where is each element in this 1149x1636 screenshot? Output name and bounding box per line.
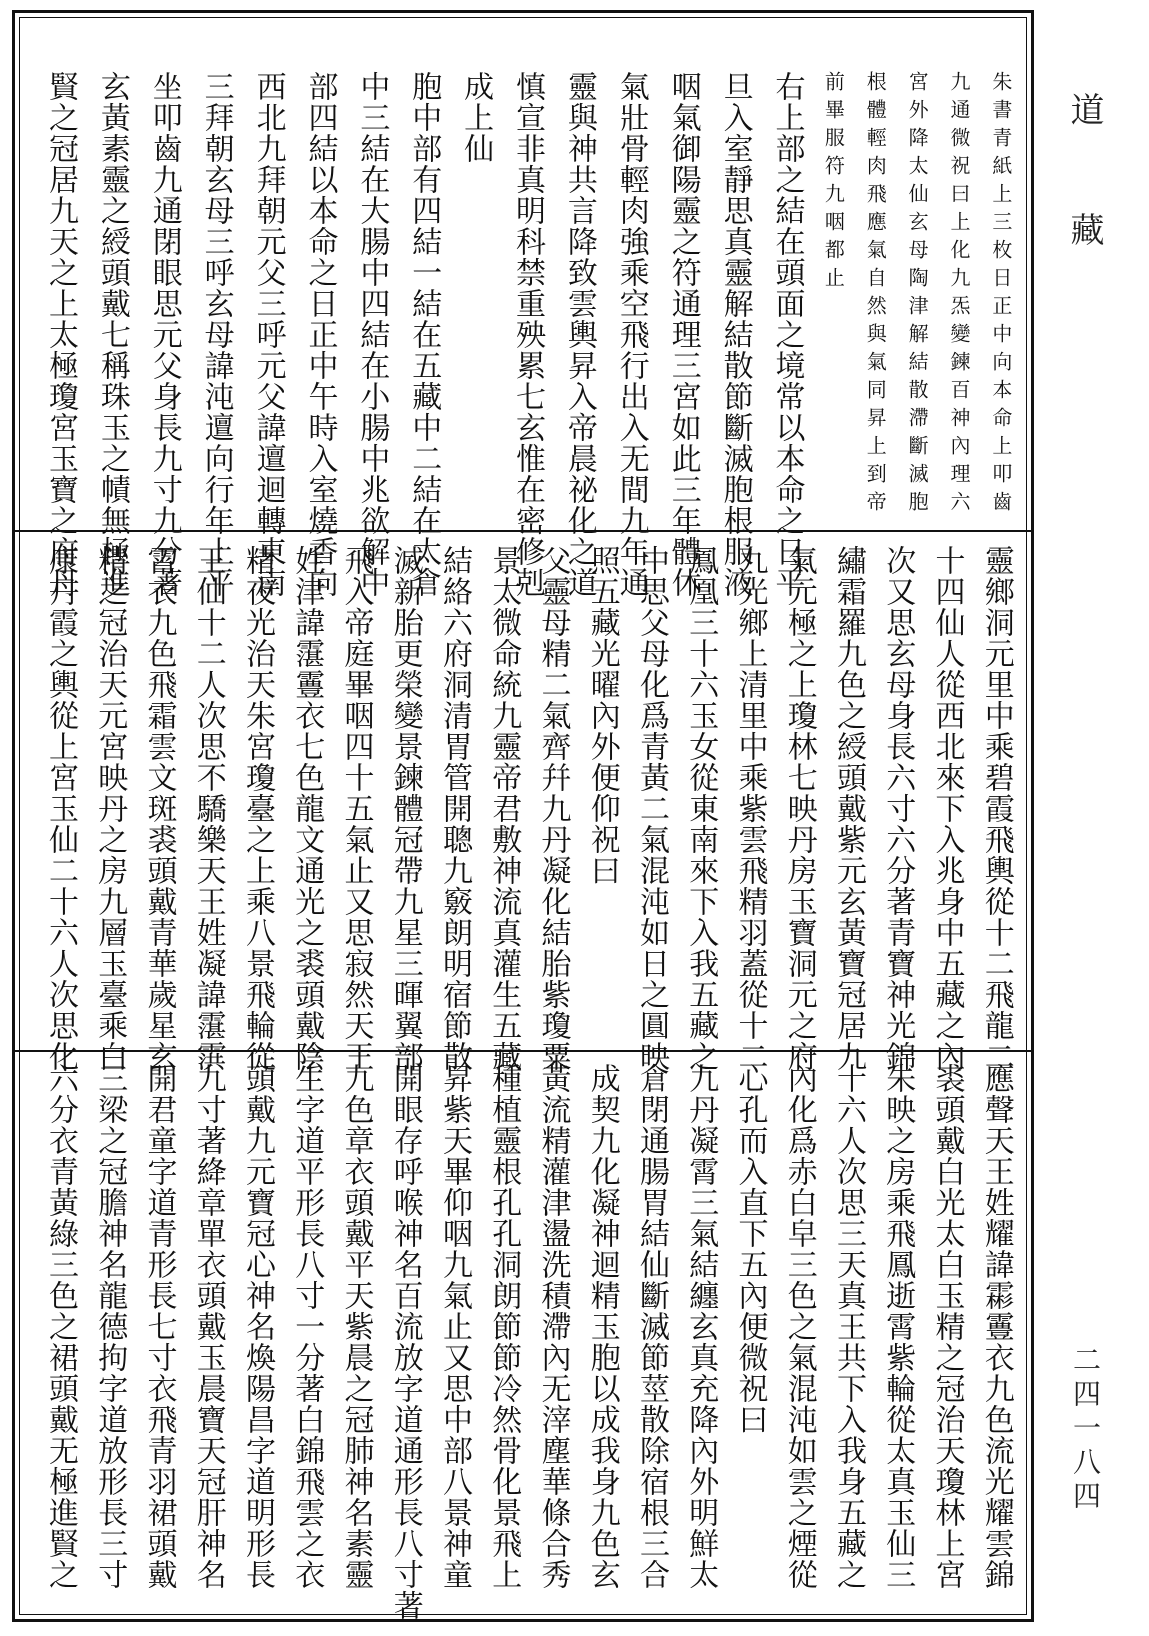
text-column: 旦入室靜思真靈解結散節斷滅胞根服液 xyxy=(717,71,753,598)
text-column: 結絡六府洞清胃管開聰九竅朗明宿節散 xyxy=(437,545,472,1072)
text-section-bottom xyxy=(43,1063,1014,1621)
text-column: 十六人次思三天真王共下入我身五藏之 xyxy=(831,1063,866,1590)
text-column: 頭戴九元寶冠心神名煥陽昌字道明形長 xyxy=(240,1063,275,1590)
text-column: 姓津諱霮霻衣七色龍文通光之裘頭戴陰 xyxy=(289,545,325,1072)
text-column: 咽氣御陽靈之符通理三宮如此三年體休 xyxy=(665,71,701,598)
text-column: 九丹凝霄三氣結纏玄真充降內外明鮮太 xyxy=(683,1063,719,1590)
text-column: 西北九拜朝元父三呼元父諱邅迴轉東南 xyxy=(250,71,286,598)
text-column: 靈與神共言降致雲輿昇入帝晨祕化之道 xyxy=(561,71,597,598)
text-column: 氣壯骨輕肉強乘空飛行出入无間九年通 xyxy=(613,71,649,598)
text-column: 種植靈根孔孔洞朗節節冷然骨化景飛上 xyxy=(486,1063,522,1590)
text-column: 開君童字道青形長七寸衣飛青羽裙頭戴 xyxy=(141,1063,177,1590)
text-column: 康丹霞之輿從上宮玉仙二十六人次思化 xyxy=(43,545,78,1072)
page-frame xyxy=(12,10,1034,1622)
text-column: 父靈母精二氣齊幷九丹凝化結胎紫瓊粟 xyxy=(535,545,571,1072)
text-column: 次又思玄母身長六寸六分著青寶神光錦 xyxy=(880,545,916,1072)
text-column: 三拜朝玄母三呼玄母諱沌邅向行年上平 xyxy=(198,71,234,598)
text-column: 九色章衣頭戴平天紫晨之冠肺神名素靈 xyxy=(338,1063,374,1590)
text-column: 胞中部有四結一結在五藏中二結在太倉 xyxy=(406,71,442,598)
text-column: 景太微命統九靈帝君敷神流真灌生五藏 xyxy=(486,545,522,1072)
text-column: 精之冠治天元宮映丹之房九層玉臺乘白 xyxy=(92,545,128,1072)
annotation-column: 根體輕肉飛應氣自然與氣同昇上到帝 xyxy=(863,71,888,519)
text-column: 靈鄉洞元里中乘碧霞飛輿從十二飛龍二 xyxy=(978,545,1014,1072)
text-column: 玄黃素靈之綬頭戴七稱珠玉之幘無極進 xyxy=(94,71,130,598)
text-column: 成契九化凝神迴精玉胞以成我身九色玄 xyxy=(584,1063,620,1590)
text-column: 內化爲赤白皁三色之氣混沌如雲之煙從 xyxy=(781,1063,817,1590)
text-column: 鳳凰三十六玉女從東南來下入我五藏之 xyxy=(683,545,719,1072)
text-column: 心孔而入直下五內便微祝曰 xyxy=(732,1063,768,1435)
text-section-top xyxy=(43,71,1013,598)
text-section-middle xyxy=(43,545,1014,1072)
text-column: 倉閉通腸胃結仙斷滅節莖散除宿根三合 xyxy=(634,1063,669,1590)
annotation-column: 宮外降太仙玄母陶津解結散滯斷滅胞 xyxy=(905,71,930,519)
text-column: 慎宣非真明科禁重殃累七玄惟在密修剋 xyxy=(510,71,546,598)
text-column: 坐叩齒九通閉眼思元父身長九寸九分著 xyxy=(146,71,182,598)
text-column: 九光鄉上清里中乘紫雲飛精羽蓋從十二 xyxy=(732,545,768,1072)
text-column: 飛入帝庭畢咽四十五氣止又思寂然天王 xyxy=(338,545,374,1072)
text-column: 九寸著絳章單衣頭戴玉晨寶天冠肝神名 xyxy=(190,1063,226,1590)
text-column: 朱映之房乘飛鳳逝霄紫輪從太真玉仙三 xyxy=(880,1063,916,1590)
text-column: 開眼存呼喉神名百流放字道通形長八寸著 xyxy=(387,1063,423,1621)
text-column: 應聲天王姓耀諱霦霻衣九色流光耀雲錦 xyxy=(978,1063,1014,1590)
text-column: 霄衣九色飛霜雲文斑裘頭戴青華歲星玄 xyxy=(141,545,177,1072)
text-column: 昇紫天畢仰咽九氣止又思中部八景神童 xyxy=(437,1063,472,1590)
margin-title-char: 道 xyxy=(1064,92,1104,126)
text-column: 中思父母化爲青黃二氣混沌如日之圓映 xyxy=(634,545,669,1072)
text-column: 氣元極之上瓊林七映丹房玉寶洞元之府 xyxy=(781,545,817,1072)
page-number: 二四一八四 xyxy=(1069,1345,1102,1515)
text-column: 滅新胎更榮變景鍊體冠帶九星三暉翼部 xyxy=(387,545,423,1072)
text-column: 繡霜羅九色之綬頭戴紫元玄黃寶冠居九 xyxy=(831,545,866,1072)
text-column: 王仙十二人次思不驕樂天王姓凝諱霮霟 xyxy=(190,545,226,1072)
text-column: 六分衣青黃綠三色之裙頭戴无極進賢之 xyxy=(43,1063,78,1590)
margin-column xyxy=(1045,0,1135,1636)
text-column: 成上仙 xyxy=(458,71,494,164)
text-column: 賢之冠居九天之上太極瓊宮玉寶之府丹 xyxy=(43,71,78,598)
text-column: 生字道平形長八寸一分著白錦飛雲之衣 xyxy=(289,1063,325,1590)
margin-title-char: 藏 xyxy=(1064,212,1104,246)
annotation-column: 九通微祝曰上化九炁變鍊百神內理六 xyxy=(947,71,972,519)
annotation-column: 前畢服符九咽都止 xyxy=(821,71,846,295)
text-column: 右上部之結在頭面之境常以本命之日平 xyxy=(769,71,805,598)
text-column: 黃流精灌津盪洗積滯內无滓塵華條合秀 xyxy=(535,1063,571,1590)
text-column: 中三結在大腸中四結在小腸中兆欲解中 xyxy=(354,71,390,598)
text-column: 部四結以本命之日正中午時入室燒香向 xyxy=(302,71,338,598)
text-column: 裘頭戴白光太白玉精之冠治天瓊林上宮 xyxy=(929,1063,965,1590)
text-column: 精夜光治天朱宮瓊臺之上乘八景飛輪從 xyxy=(240,545,275,1072)
text-column: 照五藏光曜內外便仰祝曰 xyxy=(584,545,620,886)
text-column: 三梁之冠膽神名龍德拘字道放形長三寸 xyxy=(92,1063,128,1590)
text-column: 十四仙人從西北來下入兆身中五藏之內 xyxy=(929,545,965,1072)
annotation-column: 朱書青紙上三枚日正中向本命上叩齒 xyxy=(988,71,1013,519)
